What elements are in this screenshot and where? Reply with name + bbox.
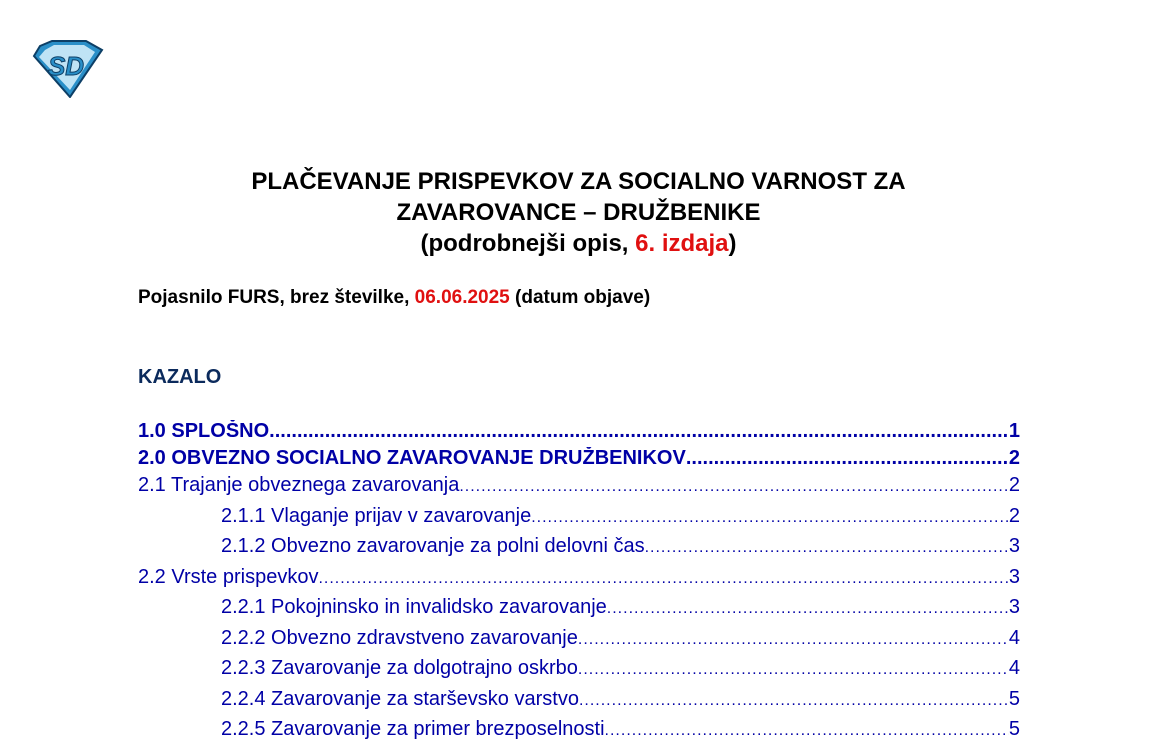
title-edition-suffix: ) — [728, 230, 737, 257]
toc-entry-label: 2.2 Vrste prispevkov — [138, 565, 319, 588]
title-edition-prefix: (podrobnejši opis, — [420, 230, 636, 257]
toc-entry-page: 2 — [1008, 504, 1020, 527]
toc-entry-label: 2.0 OBVEZNO SOCIALNO ZAVAROVANJE DRUŽBENIKOV — [138, 447, 686, 469]
subtitle-suffix: (datum objave) — [509, 287, 651, 308]
document-title — [0, 166, 1157, 259]
toc-entry[interactable] — [138, 718, 1020, 749]
dot-leader — [459, 478, 1009, 496]
dot-leader — [579, 692, 1009, 710]
toc-entry-page: 1 — [1008, 420, 1020, 442]
title-line-2: ZAVAROVANCE – DRUŽBENIKE — [396, 199, 761, 226]
toc-entry-label: 2.1.1 Vlaganje prijav v zavarovanje — [221, 504, 532, 527]
toc-entry-label: 2.2.4 Zavarovanje za starševsko varstvo — [221, 687, 579, 710]
toc-entry-page: 2 — [1008, 474, 1020, 496]
toc-entry-page: 2 — [1008, 447, 1020, 469]
dot-leader — [686, 447, 1009, 470]
toc-entry-page: 3 — [1008, 565, 1020, 588]
table-of-contents — [138, 420, 1020, 749]
toc-entry-page: 3 — [1008, 535, 1020, 557]
toc-entry-page: 4 — [1008, 626, 1020, 649]
toc-entry-label: 2.1.2 Obvezno zavarovanje za polni delovni čas — [221, 535, 645, 557]
subtitle-prefix: Pojasnilo FURS, brez številke, — [138, 287, 415, 308]
logo-icon — [32, 40, 104, 98]
toc-entry[interactable] — [138, 627, 1020, 658]
toc-entry-label: 2.1 Trajanje obveznega zavarovanja — [138, 474, 460, 496]
toc-heading: KAZALO — [138, 366, 222, 388]
toc-entry-page: 3 — [1008, 596, 1020, 618]
document-subtitle — [138, 287, 650, 309]
toc-entry-label: 2.2.3 Zavarovanje za dolgotrajno oskrbo — [221, 657, 578, 679]
toc-entry[interactable] — [138, 688, 1020, 719]
toc-entry-label: 1.0 SPLOŠNO — [138, 420, 270, 442]
toc-entry-label: 2.2.2 Obvezno zdravstveno zavarovanje — [221, 626, 578, 649]
toc-entry[interactable] — [138, 596, 1020, 627]
toc-entry-label: 2.2.5 Zavarovanje za primer brezposelnosti — [221, 718, 605, 740]
toc-entry[interactable] — [138, 447, 1020, 474]
dot-leader — [578, 661, 1009, 679]
dot-leader — [607, 600, 1009, 618]
publication-date: 06.06.2025 — [414, 287, 510, 308]
toc-entry-page: 4 — [1008, 657, 1020, 679]
dot-leader — [578, 631, 1009, 649]
toc-entry-page: 5 — [1008, 687, 1020, 710]
edition-number: 6. izdaja — [635, 230, 729, 257]
dot-leader — [605, 722, 1009, 740]
dot-leader — [645, 539, 1009, 557]
toc-entry[interactable] — [138, 505, 1020, 536]
toc-entry[interactable] — [138, 657, 1020, 688]
title-line-1: PLAČEVANJE PRISPEVKOV ZA SOCIALNO VARNOST ZA — [251, 168, 906, 195]
toc-entry[interactable] — [138, 566, 1020, 597]
toc-entry[interactable] — [138, 420, 1020, 447]
toc-entry[interactable] — [138, 474, 1020, 505]
title-line-3 — [0, 228, 1157, 259]
toc-entry-page: 5 — [1008, 718, 1020, 740]
dot-leader — [269, 420, 1009, 443]
toc-entry-label: 2.2.1 Pokojninsko in invalidsko zavarovanje — [221, 596, 607, 618]
dot-leader — [318, 570, 1008, 588]
toc-entry[interactable] — [138, 535, 1020, 566]
svg-text:SD: SD — [47, 51, 85, 81]
dot-leader — [531, 509, 1009, 527]
